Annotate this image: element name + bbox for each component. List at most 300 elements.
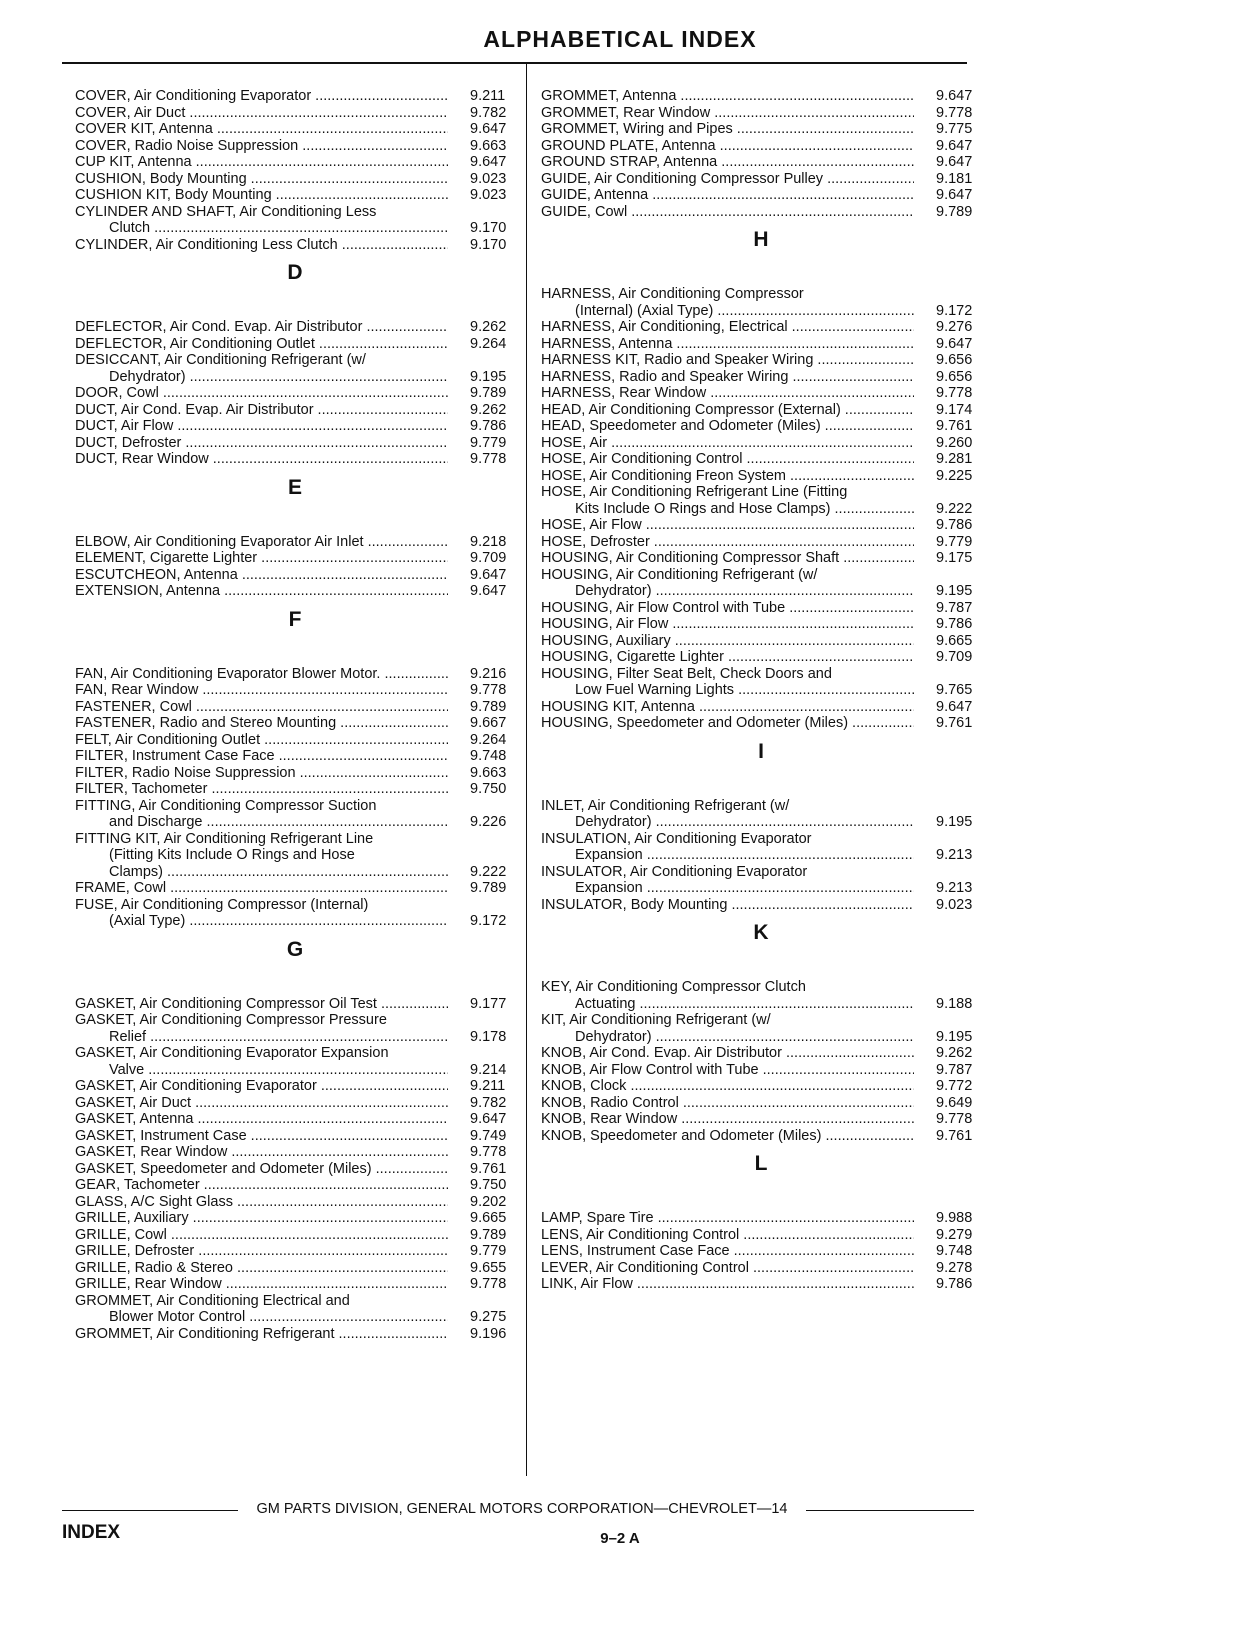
entry-page-ref: 9.647: [470, 583, 507, 599]
index-entry: [75, 880, 515, 897]
entry-page-ref: 9.260: [936, 434, 973, 451]
entry-page-ref: 9.647: [936, 335, 973, 352]
index-entry: [541, 171, 981, 188]
entry-page-ref: 9.174: [936, 401, 973, 418]
entry-text: HEAD, Speedometer and Odometer (Miles) .....: [541, 418, 914, 435]
entry-page-ref: 9.761: [936, 1127, 973, 1144]
index-entry: [541, 649, 981, 666]
entry-line: [75, 1227, 515, 1244]
entry-text: LEVER, Air Conditioning Control .....: [541, 1260, 914, 1277]
entry-line: [75, 567, 515, 584]
entry-text: HOSE, Air .....: [541, 435, 914, 452]
entry-page-ref: 9.789: [470, 385, 507, 401]
entry-line: [75, 336, 515, 353]
entry-page-ref: 9.988: [936, 1210, 973, 1226]
index-entry: [541, 831, 981, 864]
index-entry: [75, 699, 515, 716]
entry-page-ref: 9.667: [470, 715, 507, 731]
entry-line: [541, 468, 981, 485]
index-entry: [75, 105, 515, 122]
entry-page-ref: 9.665: [936, 632, 973, 649]
entry-line: [75, 699, 515, 716]
index-entry: [75, 1276, 515, 1293]
entry-text: (Axial Type) .....: [109, 913, 448, 930]
entry-line: [541, 319, 981, 336]
index-entry: [541, 633, 981, 650]
entry-text: COVER, Radio Noise Suppression .....: [75, 138, 448, 155]
entry-page-ref: 9.750: [470, 1177, 507, 1193]
entry-page-ref: 9.649: [936, 1094, 973, 1111]
entry-text: HARNESS, Air Conditioning, Electrical .....: [541, 319, 914, 336]
entry-page-ref: 9.264: [470, 731, 507, 748]
entry-text: Blower Motor Control .....: [109, 1309, 448, 1326]
entry-line: [541, 798, 981, 815]
index-entry: [541, 979, 981, 1012]
entry-line: [541, 369, 981, 386]
entry-text: HOUSING, Air Conditioning Compressor Shaft .....: [541, 550, 914, 567]
entry-text: FELT, Air Conditioning Outlet .....: [75, 732, 448, 749]
entry-line: [541, 352, 981, 369]
index-entry: [75, 1260, 515, 1277]
entry-line: [75, 237, 515, 254]
entry-text: (Internal) (Axial Type) .....: [575, 303, 914, 320]
page-number: 9–2 A: [600, 1530, 640, 1547]
index-entry: [541, 1227, 981, 1244]
index-entry: [541, 105, 981, 122]
entry-page-ref: 9.222: [470, 863, 507, 880]
entry-page-ref: 9.778: [936, 385, 973, 401]
entry-line: [541, 699, 981, 716]
entry-page-ref: 9.195: [936, 1028, 973, 1045]
entry-text: KNOB, Clock .....: [541, 1078, 914, 1095]
entry-line: [541, 897, 981, 914]
entry-page-ref: 9.665: [470, 1210, 507, 1226]
index-entry: [75, 1078, 515, 1095]
section-letter: L: [754, 1152, 768, 1175]
entry-line: [541, 583, 981, 600]
entry-line: [75, 913, 515, 930]
entry-line: [541, 336, 981, 353]
entry-text: INSULATION, Air Conditioning Evaporator: [541, 830, 812, 847]
entry-page-ref: 9.663: [470, 764, 507, 781]
entry-text: GROMMET, Wiring and Pipes .....: [541, 121, 914, 138]
entry-page-ref: 9.178: [470, 1028, 507, 1045]
entry-text: HEAD, Air Conditioning Compressor (External) .....: [541, 402, 914, 419]
entry-line: [541, 402, 981, 419]
entry-page-ref: 9.761: [470, 1160, 507, 1177]
entry-text: FILTER, Instrument Case Face .....: [75, 748, 448, 765]
entry-text: ESCUTCHEON, Antenna .....: [75, 567, 448, 584]
entry-page-ref: 9.175: [936, 550, 973, 566]
index-entry: [541, 1045, 981, 1062]
entry-text: GRILLE, Cowl .....: [75, 1227, 448, 1244]
index-entry: [75, 1128, 515, 1145]
index-entry: [541, 402, 981, 419]
footer-text: GM PARTS DIVISION, GENERAL MOTORS CORPORATION—CHEVROLET—14: [256, 1501, 788, 1517]
entry-text: and Discharge .....: [109, 814, 448, 831]
entry-text: LENS, Instrument Case Face .....: [541, 1243, 914, 1260]
entry-line: [541, 501, 981, 518]
entry-text: GASKET, Air Duct .....: [75, 1095, 448, 1112]
entry-page-ref: 9.647: [470, 1111, 507, 1127]
entry-line: [75, 666, 515, 683]
index-entry: [541, 1012, 981, 1045]
footer-rule-left: [62, 1510, 238, 1511]
page-title: ALPHABETICAL INDEX: [483, 26, 757, 52]
entry-line: [541, 1012, 981, 1029]
entry-line: [75, 1309, 515, 1326]
entry-text: GASKET, Air Conditioning Compressor Pressure: [75, 1012, 387, 1028]
entry-line: [541, 1078, 981, 1095]
index-entry: [541, 154, 981, 171]
entry-text: GUIDE, Antenna .....: [541, 187, 914, 204]
title-rule: [62, 62, 967, 64]
section-letter: K: [753, 921, 769, 944]
footer-rule-right: [806, 1510, 974, 1511]
index-entry: [541, 319, 981, 336]
index-entry: [541, 897, 981, 914]
entry-text: CYLINDER, Air Conditioning Less Clutch .....: [75, 237, 448, 254]
index-entry: [75, 1210, 515, 1227]
index-entry: [541, 1128, 981, 1145]
entry-text: FITTING KIT, Air Conditioning Refrigerant Line: [75, 830, 374, 847]
entry-line: [541, 550, 981, 567]
entry-page-ref: 9.170: [470, 236, 507, 253]
entry-text: DESICCANT, Air Conditioning Refrigerant (w/: [75, 352, 366, 368]
entry-page-ref: 9.225: [936, 467, 973, 484]
entry-page-ref: 9.262: [470, 319, 507, 335]
index-entry: [75, 121, 515, 138]
index-entry: [541, 1095, 981, 1112]
entry-page-ref: 9.278: [936, 1259, 973, 1276]
index-entry: [541, 1062, 981, 1079]
entry-line: [75, 105, 515, 122]
index-entry: [541, 616, 981, 633]
entry-line: [75, 418, 515, 435]
entry-line: [75, 187, 515, 204]
entry-text: GASKET, Antenna .....: [75, 1111, 448, 1128]
index-entry: [541, 1210, 981, 1227]
entry-page-ref: 9.647: [470, 121, 507, 137]
entry-page-ref: 9.709: [936, 649, 973, 665]
entry-text: HOSE, Air Conditioning Control .....: [541, 451, 914, 468]
entry-line: [75, 1012, 515, 1029]
entry-page-ref: 9.786: [936, 616, 973, 632]
index-entry: [541, 715, 981, 732]
entry-page-ref: 9.647: [936, 698, 973, 715]
entry-page-ref: 9.647: [936, 88, 973, 104]
entry-page-ref: 9.275: [470, 1309, 507, 1325]
index-entry: [75, 1227, 515, 1244]
index-entry: [541, 385, 981, 402]
entry-text: INSULATOR, Air Conditioning Evaporator: [541, 863, 808, 880]
index-entry: [541, 534, 981, 551]
index-entry: [541, 468, 981, 485]
entry-text: KNOB, Air Cond. Evap. Air Distributor .....: [541, 1045, 914, 1062]
entry-text: Dehydrator) .....: [575, 1029, 914, 1046]
entry-text: LAMP, Spare Tire .....: [541, 1210, 914, 1227]
entry-page-ref: 9.749: [470, 1127, 507, 1144]
index-entry: [75, 550, 515, 567]
entry-text: Expansion .....: [575, 847, 914, 864]
entry-line: [75, 781, 515, 798]
entry-text: GEAR, Tachometer .....: [75, 1177, 448, 1194]
entry-text: DEFLECTOR, Air Cond. Evap. Air Distributor .....: [75, 319, 448, 336]
index-entry: [75, 418, 515, 435]
entry-line: [75, 897, 515, 914]
entry-page-ref: 9.656: [936, 352, 973, 368]
index-entry: [541, 666, 981, 699]
entry-text: ELBOW, Air Conditioning Evaporator Air Inlet .....: [75, 534, 448, 551]
entry-text: HARNESS, Air Conditioning Compressor: [541, 286, 804, 302]
entry-page-ref: 9.775: [936, 121, 973, 137]
entry-text: HOUSING, Air Flow .....: [541, 616, 914, 633]
index-label: INDEX: [62, 1522, 121, 1543]
entry-page-ref: 9.188: [936, 995, 973, 1012]
section-header: [75, 930, 515, 996]
entry-page-ref: 9.211: [470, 88, 506, 104]
entry-text: GASKET, Air Conditioning Evaporator Expansion: [75, 1045, 389, 1061]
entry-line: [75, 1210, 515, 1227]
entry-page-ref: 9.655: [470, 1259, 507, 1276]
section-letter: G: [286, 937, 304, 961]
index-entry: [75, 451, 515, 468]
entry-text: GRILLE, Defroster .....: [75, 1243, 448, 1260]
entry-line: [75, 1326, 515, 1343]
entry-text: CUSHION KIT, Body Mounting .....: [75, 187, 448, 204]
entry-page-ref: 9.181: [936, 170, 973, 187]
entry-page-ref: 9.177: [470, 995, 507, 1012]
entry-text: FAN, Rear Window .....: [75, 682, 448, 699]
entry-page-ref: 9.761: [936, 715, 973, 731]
entry-line: [75, 1078, 515, 1095]
entry-line: [541, 1095, 981, 1112]
index-entry: [75, 748, 515, 765]
index-entry: [541, 418, 981, 435]
entry-text: HOSE, Air Conditioning Freon System .....: [541, 468, 914, 485]
entry-page-ref: 9.196: [470, 1325, 507, 1342]
section-letter: D: [287, 261, 303, 284]
entry-page-ref: 9.748: [936, 1243, 973, 1259]
entry-text: Dehydrator) .....: [575, 814, 914, 831]
entry-line: [75, 204, 515, 221]
entry-line: [541, 880, 981, 897]
entry-line: [541, 649, 981, 666]
entry-page-ref: 9.647: [470, 566, 507, 583]
index-entry: [541, 121, 981, 138]
entry-text: COVER KIT, Antenna .....: [75, 121, 448, 138]
section-letter: I: [758, 739, 764, 763]
index-entry: [75, 781, 515, 798]
entry-text: GROUND STRAP, Antenna .....: [541, 154, 914, 171]
entry-text: HOUSING, Cigarette Lighter .....: [541, 649, 914, 666]
entry-text: (Fitting Kits Include O Rings and Hose: [109, 847, 355, 863]
entry-page-ref: 9.213: [936, 880, 973, 896]
entry-text: COVER, Air Conditioning Evaporator .....: [75, 88, 448, 105]
entry-text: Kits Include O Rings and Hose Clamps) .....: [575, 501, 914, 518]
entry-page-ref: 9.761: [936, 418, 973, 434]
index-entry: [75, 567, 515, 584]
entry-line: [75, 88, 515, 105]
index-entry: [75, 319, 515, 336]
entry-page-ref: 9.789: [470, 698, 507, 715]
entry-line: [541, 204, 981, 221]
index-entry: [75, 1194, 515, 1211]
entry-text: DUCT, Air Flow .....: [75, 418, 448, 435]
index-entry: [75, 88, 515, 105]
entry-line: [75, 583, 515, 600]
column-divider: [526, 64, 527, 1476]
entry-text: KNOB, Rear Window .....: [541, 1111, 914, 1128]
entry-line: [75, 220, 515, 237]
entry-line: [541, 600, 981, 617]
entry-page-ref: 9.778: [470, 682, 507, 698]
entry-line: [75, 1062, 515, 1079]
entry-line: [541, 435, 981, 452]
entry-page-ref: 9.787: [936, 1061, 973, 1078]
entry-text: HOUSING, Auxiliary .....: [541, 633, 914, 650]
entry-line: [75, 864, 515, 881]
index-entry: [541, 187, 981, 204]
entry-page-ref: 9.647: [936, 137, 973, 154]
entry-text: DUCT, Rear Window .....: [75, 451, 448, 468]
index-entry: [75, 1012, 515, 1045]
entry-line: [541, 715, 981, 732]
index-column-right: [541, 88, 981, 1293]
entry-text: GRILLE, Auxiliary .....: [75, 1210, 448, 1227]
index-entry: [75, 666, 515, 683]
entry-text: KNOB, Speedometer and Odometer (Miles) .....: [541, 1128, 914, 1145]
section-header: [541, 1144, 981, 1210]
entry-line: [75, 1095, 515, 1112]
entry-line: [541, 666, 981, 683]
index-entry: [75, 1161, 515, 1178]
entry-line: [541, 979, 981, 996]
section-header: [541, 732, 981, 798]
entry-line: [75, 402, 515, 419]
entry-line: [541, 1062, 981, 1079]
entry-text: DUCT, Air Cond. Evap. Air Distributor .....: [75, 402, 448, 419]
entry-page-ref: 9.647: [936, 154, 973, 170]
entry-line: [541, 831, 981, 848]
index-entry: [75, 1144, 515, 1161]
index-entry: [541, 451, 981, 468]
index-entry: [541, 138, 981, 155]
entry-page-ref: 9.218: [470, 533, 507, 550]
index-entry: [75, 682, 515, 699]
entry-text: GROMMET, Antenna .....: [541, 88, 914, 105]
entry-text: INLET, Air Conditioning Refrigerant (w/: [541, 797, 790, 814]
index-entry: [75, 154, 515, 171]
entry-page-ref: 9.748: [470, 748, 507, 764]
entry-text: Clamps) .....: [109, 864, 448, 881]
entry-page-ref: 9.213: [936, 847, 973, 863]
index-entry: [541, 699, 981, 716]
entry-line: [541, 484, 981, 501]
entry-page-ref: 9.778: [470, 451, 507, 467]
entry-line: [541, 567, 981, 584]
entry-text: DOOR, Cowl .....: [75, 385, 448, 402]
entry-line: [541, 451, 981, 468]
entry-text: FUSE, Air Conditioning Compressor (Internal): [75, 896, 369, 913]
entry-text: KIT, Air Conditioning Refrigerant (w/: [541, 1012, 771, 1028]
entry-line: [541, 138, 981, 155]
entry-line: [541, 1227, 981, 1244]
entry-page-ref: 9.656: [936, 368, 973, 385]
entry-text: HOSE, Air Conditioning Refrigerant Line (Fitting: [541, 484, 848, 500]
entry-text: GASKET, Speedometer and Odometer (Miles) .....: [75, 1161, 448, 1178]
entry-page-ref: 9.778: [470, 1144, 507, 1160]
index-entry: [541, 1243, 981, 1260]
entry-text: GUIDE, Air Conditioning Compressor Pulley .....: [541, 171, 914, 188]
entry-line: [541, 1029, 981, 1046]
index-entry: [541, 600, 981, 617]
entry-page-ref: 9.779: [470, 1243, 507, 1259]
entry-line: [541, 154, 981, 171]
entry-line: [541, 1276, 981, 1293]
entry-page-ref: 9.789: [936, 203, 973, 220]
entry-page-ref: 9.195: [936, 583, 973, 599]
entry-page-ref: 9.778: [936, 104, 973, 121]
entry-line: [541, 1045, 981, 1062]
entry-text: HOSE, Air Flow .....: [541, 517, 914, 534]
entry-page-ref: 9.023: [470, 170, 507, 187]
index-entry: [541, 1111, 981, 1128]
entry-text: Relief .....: [109, 1029, 448, 1046]
entry-page-ref: 9.778: [470, 1276, 507, 1292]
entry-line: [75, 1045, 515, 1062]
entry-line: [75, 154, 515, 171]
entry-line: [75, 682, 515, 699]
index-entry: [75, 237, 515, 254]
entry-text: Clutch .....: [109, 220, 448, 237]
entry-line: [541, 996, 981, 1013]
entry-line: [75, 1128, 515, 1145]
entry-line: [75, 996, 515, 1013]
entry-line: [75, 1293, 515, 1310]
entry-page-ref: 9.170: [470, 220, 507, 236]
entry-text: KNOB, Air Flow Control with Tube .....: [541, 1062, 914, 1079]
index-entry: [541, 204, 981, 221]
entry-line: [75, 1177, 515, 1194]
index-entry: [75, 996, 515, 1013]
entry-text: HARNESS, Radio and Speaker Wiring .....: [541, 369, 914, 386]
entry-page-ref: 9.647: [936, 187, 973, 203]
index-entry: [541, 352, 981, 369]
entry-line: [541, 303, 981, 320]
entry-page-ref: 9.211: [470, 1078, 506, 1094]
entry-line: [75, 435, 515, 452]
index-entry: [541, 864, 981, 897]
index-entry: [541, 435, 981, 452]
entry-page-ref: 9.214: [470, 1061, 507, 1078]
entry-text: DEFLECTOR, Air Conditioning Outlet .....: [75, 336, 448, 353]
entry-line: [75, 352, 515, 369]
entry-line: [75, 1194, 515, 1211]
entry-page-ref: 9.778: [936, 1111, 973, 1127]
entry-line: [75, 550, 515, 567]
entry-line: [541, 814, 981, 831]
entry-page-ref: 9.195: [936, 814, 973, 830]
entry-line: [541, 385, 981, 402]
entry-line: [75, 847, 515, 864]
entry-line: [75, 138, 515, 155]
index-entry: [541, 1260, 981, 1277]
index-entry: [75, 171, 515, 188]
index-entry: [75, 732, 515, 749]
index-entry: [541, 286, 981, 319]
entry-text: CYLINDER AND SHAFT, Air Conditioning Less: [75, 203, 377, 220]
